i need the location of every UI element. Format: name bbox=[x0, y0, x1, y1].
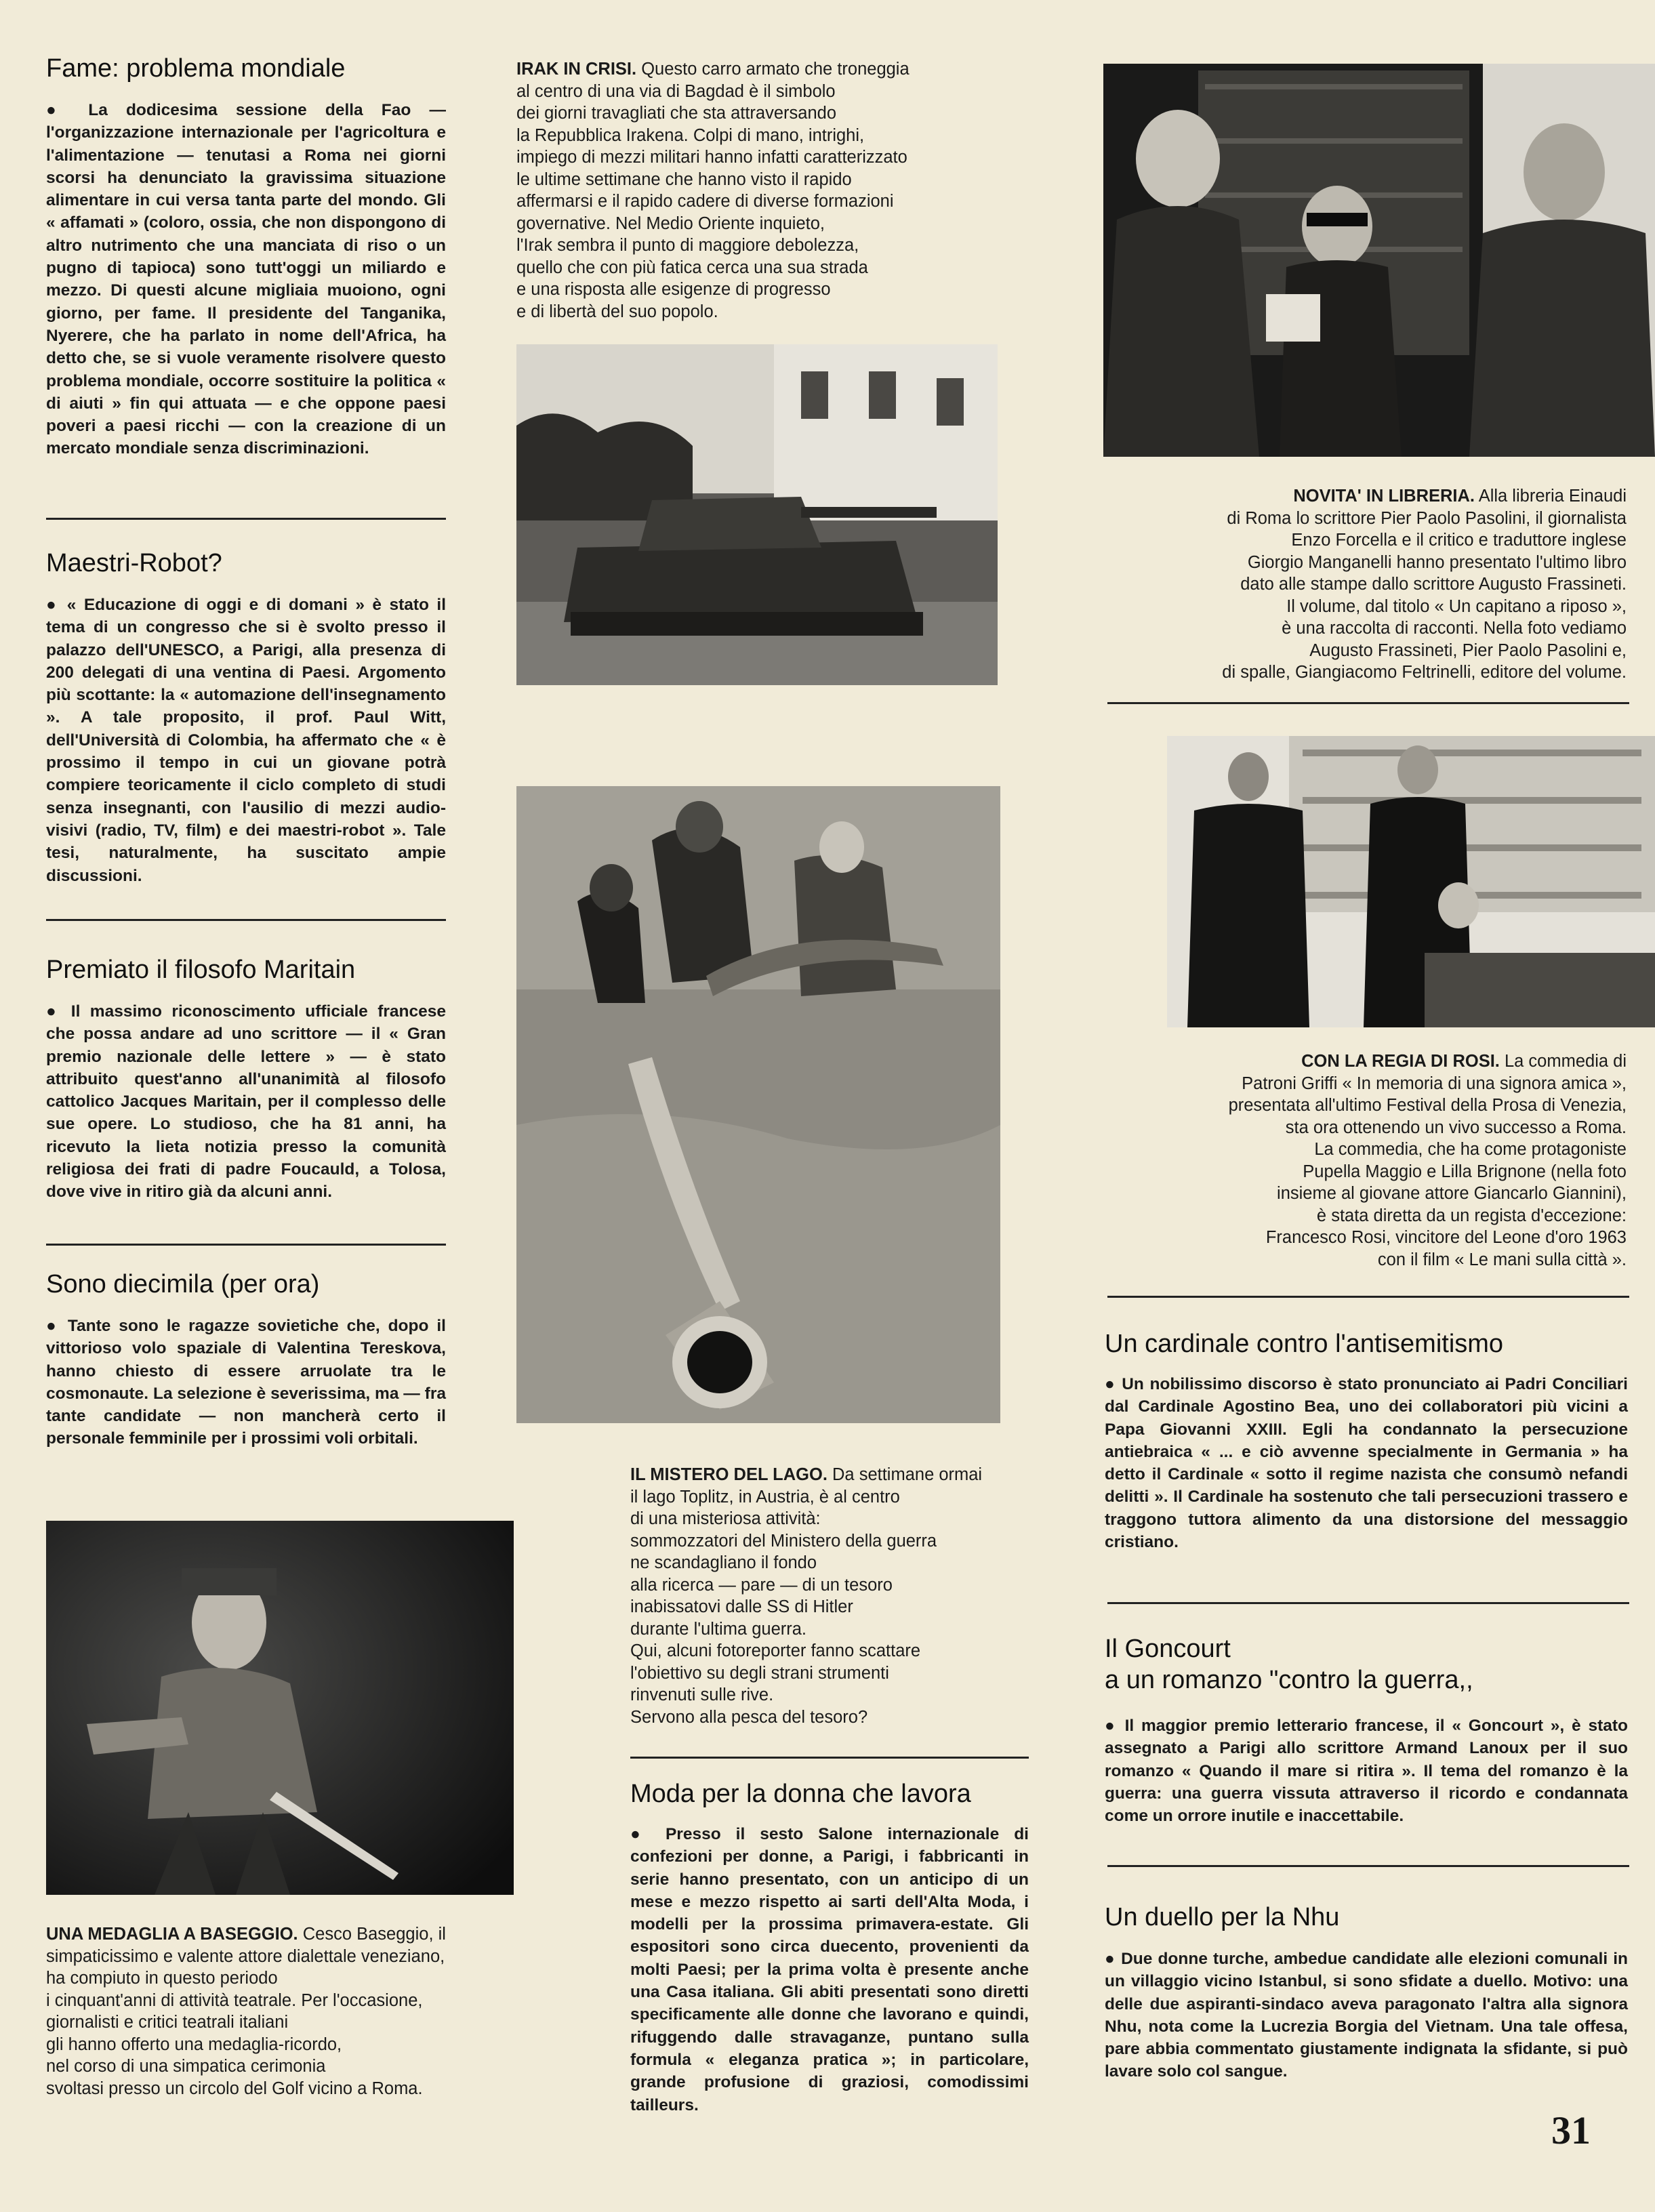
tank-photo bbox=[516, 344, 998, 685]
article-title: Fame: problema mondiale bbox=[46, 54, 346, 83]
article-title: Premiato il filosofo Maritain bbox=[46, 956, 356, 984]
article-title: Maestri-Robot? bbox=[46, 549, 222, 577]
caption-lead: IRAK IN CRISI. bbox=[516, 60, 637, 79]
caption-baseggio bbox=[46, 1923, 520, 2100]
caption-text: Questo carro armato che troneggia al centro di una via di Bagdad è il simbolo dei giorni travagliati che sta attraversando la Repubblica Irakena. Colpi di mano, intrighi, impiego di mezzi militari hanno infatti caratterizzato le ultime settimane che hanno visto il rapido affermarsi e il rapido cadere di diverse formazioni governative. Nel Medio Oriente inquieto, l'Irak sembra il punto di maggiore debolezza, quello che con più fatica cerca una sua strada e una risposta alle esigenze di progresso e di libertà del suo popolo. bbox=[516, 60, 910, 321]
article-robot bbox=[46, 548, 446, 887]
divider bbox=[46, 1244, 446, 1246]
article-goncourt bbox=[1105, 1633, 1628, 1827]
article-body: ● Tante sono le ragazze sovietiche che, dopo il vittorioso volo spaziale di Valentina Tereskova, hanno chiesto di essere arruolate tra le cosmonaute. La selezione è severissima, ma — fra tante candidate — non mancherà certo il personale femminile per i prossimi voli orbitali. bbox=[46, 1317, 446, 1448]
divider bbox=[1107, 1602, 1629, 1604]
caption-text: La commedia di Patroni Griffi « In memoria di una signora amica », presentata all'ultimo Festival della Prosa di Venezia, sta ora ottenendo un vivo successo a Roma. La commedia, che ha come protagoniste Pupella Maggio e Lilla Brignone (nella foto insieme al giovane attore Giancarlo Giannini), è stata diretta da un regista d'eccezione: Francesco Rosi, vincitore del Leone d'oro 1963 con il film « Le mani sulla città ». bbox=[1228, 1052, 1627, 1269]
article-maritain bbox=[46, 954, 446, 1204]
article-body: ● La dodicesima sessione della Fao — l'organizzazione internazionale per l'agricoltura e l'alimentazione — tenutasi a Roma nei giorni scorsi ha denunciato la gravissima situazione alimentare in cui versa tanta parte del mondo. Gli « affamati » (coloro, ossia, che non dispongono di altro nutrimento che una manciata di riso o un pugno di tapioca) sono tutt'oggi un miliardo e mezzo. Di questi alcune migliaia muoiono, ogni giorno, per fame. Il presidente del Tanganika, Nyerere, che ha parlato in nome dell'Africa, ha detto che, se si vuole veramente risolvere questo problema mondiale, occorre sostituire la politica « di aiuti » fin qui attuata — e che oppone paesi poveri a paesi ricchi — con la creazione di un mercato mondiale senza discriminazioni. bbox=[46, 101, 446, 458]
article-title: Moda per la donna che lavora bbox=[630, 1780, 971, 1808]
actor-photo bbox=[46, 1521, 514, 1895]
article-moda bbox=[630, 1778, 1029, 2116]
article-body: ● « Educazione di oggi e di domani » è stato il tema di un congresso che si è svolto presso il palazzo dell'UNESCO, a Parigi, alla presenza di 200 delegati di una ventina di Paesi. Argomento più scottante: la « automazione dell'insegnamento ». A tale proposito, il prof. Paul Witt, dell'Università di Colombia, ha affermato che « è prossimo il tempo in cui un giovane potrà compiere teoricamente il ciclo completo di studi senza insegnanti, con l'ausilio di mezzi audio-visivi (radio, TV, film) e dei maestri-robot ». Tale tesi, naturalmente, ha suscitato ampie discussioni. bbox=[46, 596, 446, 885]
caption-irak bbox=[516, 58, 1025, 323]
divider bbox=[1107, 1865, 1629, 1867]
bookstore-photo bbox=[1103, 64, 1655, 457]
caption-lead: CON LA REGIA DI ROSI. bbox=[1301, 1052, 1500, 1071]
article-cardinale bbox=[1105, 1328, 1628, 1553]
article-title: Sono diecimila (per ora) bbox=[46, 1270, 320, 1298]
divider bbox=[46, 919, 446, 921]
article-body: ● Presso il sesto Salone internazionale di confezioni per donne, a Parigi, i fabbricanti in serie hanno presentato, con un anticipo di un mese e mezzo rispetto ai sarti dell'Alta Moda, i modelli per la prossima primavera-estate. Gli espositori sono circa duecento, provenienti da molti Paesi; per la prima volta è presente anche una Casa italiana. Gli abiti presentati sono diretti specificamente alle donne che lavorano e quindi, rifuggendo dalle stravaganze, puntano sulla formula « eleganza pratica »; in particolare, grande profusione di graziosi, comodissimi tailleurs. bbox=[630, 1825, 1029, 2114]
article-duello bbox=[1105, 1902, 1628, 2083]
page-number: 31 bbox=[1551, 2108, 1591, 2152]
divider bbox=[1107, 702, 1629, 704]
article-body: ● Il massimo riconoscimento ufficiale francese che possa andare ad uno scrittore — il « Gran premio nazionale delle lettere » — è stato attribuito quest'anno all'unanimità al filosofo cattolico Jacques Maritain, per il complesso delle sue opere. Lo studioso, che ha 81 anni, ha ricevuto la lieta notizia presso la comunità religiosa dei frati di padre Foucauld, a Tolosa, dove vive in ritiro già da alcuni anni. bbox=[46, 1002, 446, 1202]
article-body: ● Due donne turche, ambedue candidate alle elezioni comunali in un villaggio vicino Istanbul, si sono sfidate a duello. Motivo: una delle due aspiranti-sindaco aveva paragonato l'altra alla signora Nhu, nota come la Lucrezia Borgia del Vietnam. Una tale offesa, pare abbia commentato giustamente indignata la sfidante, si può lavare solo col sangue. bbox=[1105, 1950, 1628, 2081]
caption-libreria bbox=[1103, 485, 1627, 684]
caption-lago bbox=[630, 1464, 1010, 1728]
article-subtitle: a un romanzo "contro la guerra,, bbox=[1105, 1666, 1473, 1694]
divider bbox=[630, 1757, 1029, 1759]
theater-photo bbox=[1167, 736, 1655, 1027]
lake-photo bbox=[516, 786, 1000, 1423]
article-body: ● Il maggior premio letterario francese, il « Goncourt », è stato assegnato a Parigi allo scrittore Armand Lanoux per il suo romanzo « Quando il mare si ritira ». Il tema del romanzo è la guerra: una guerra vissuta attraverso il ricordo e condannata come un orrore inutile e inaccettabile. bbox=[1105, 1717, 1628, 1826]
caption-text: Alla libreria Einaudi di Roma lo scrittore Pier Paolo Pasolini, il giornalista Enzo Forcella e il critico e traduttore inglese Giorgio Manganelli hanno presentato l'ultimo libro dato alle stampe dallo scrittore Augusto Frassineti. Il volume, dal titolo « Un capitano a riposo », è una raccolta di racconti. Nella foto vediamo Augusto Frassineti, Pier Paolo Pasolini e, di spalle, Giangiacomo Feltrinelli, editore del volume. bbox=[1222, 487, 1627, 682]
divider bbox=[46, 518, 446, 520]
article-body: ● Un nobilissimo discorso è stato pronunciato ai Padri Conciliari dal Cardinale Agostino Bea, uno dei collaboratori più vicini a Papa Giovanni XXIII. Egli ha condannato la persecuzione antiebraica « ... e ciò avvenne specialmente in Germania » ha detto il Cardinale « sotto il regime nazista che consumò nefandi delitti ». Il Cardinale ha sostenuto che tali persecuzioni trassero e traggono tuttora alimento da una distorsione del messaggio cristiano. bbox=[1105, 1375, 1628, 1552]
article-fame bbox=[46, 53, 446, 460]
divider bbox=[1107, 1296, 1629, 1298]
caption-text: Cesco Baseggio, il simpaticissimo e valente attore dialettale veneziano, ha compiuto in questo periodo i cinquant'anni di attività teatrale. Per l'occasione, giornalisti e critici teatrali italiani gli hanno offerto una medaglia-ricordo, nel corso di una simpatica cerimonia svoltasi presso un circolo del Golf vicino a Roma. bbox=[46, 1925, 446, 2098]
caption-text: Da settimane ormai il lago Toplitz, in Austria, è al centro di una misteriosa attività: sommozzatori del Ministero della guerra ne scandagliano il fondo alla ricerca — pare — di un tesoro inabissatovi dalle SS di Hitler durante l'ultima guerra. Qui, alcuni fotoreporter fanno scattare l'obiettivo su degli strani strumenti rinvenuti sulle rive. Servono alla pesca del tesoro? bbox=[630, 1465, 983, 1727]
article-title: Il Goncourt bbox=[1105, 1635, 1231, 1663]
caption-lead: NOVITA' IN LIBRERIA. bbox=[1293, 487, 1475, 506]
article-title: Un cardinale contro l'antisemitismo bbox=[1105, 1330, 1504, 1358]
caption-lead: IL MISTERO DEL LAGO. bbox=[630, 1465, 828, 1484]
caption-lead: UNA MEDAGLIA A BASEGGIO. bbox=[46, 1925, 298, 1944]
article-title: Un duello per la Nhu bbox=[1105, 1903, 1340, 1931]
article-diecimila bbox=[46, 1269, 446, 1450]
caption-rosi bbox=[1103, 1050, 1627, 1271]
